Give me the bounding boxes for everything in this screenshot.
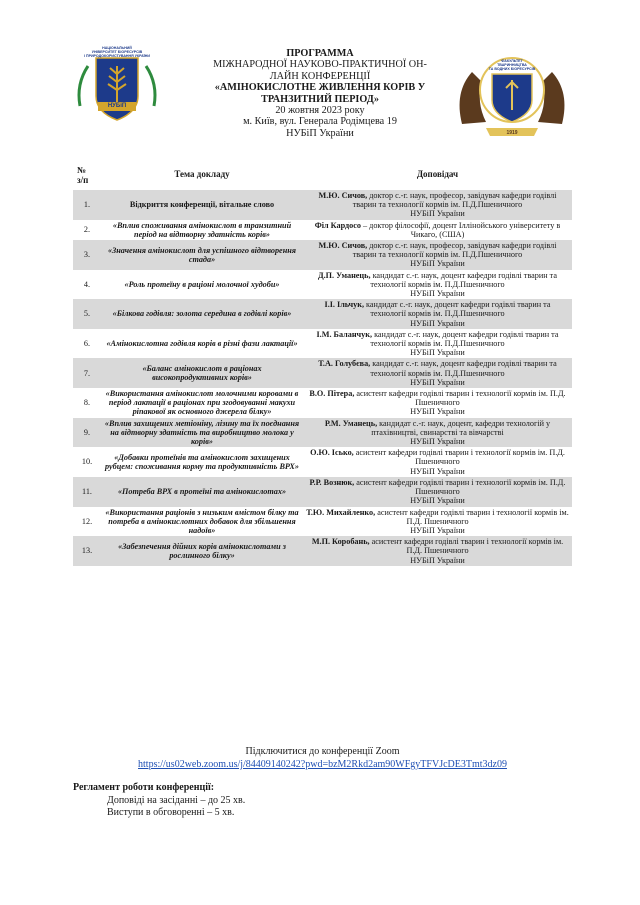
zoom-connect-text: Підключитися до конференції Zoom	[245, 746, 400, 757]
row-number: 6.	[83, 339, 91, 349]
speaker-name: М.Ю. Сичов,	[318, 191, 368, 200]
speaker-cell	[303, 507, 572, 537]
speaker-cell	[303, 447, 572, 477]
report-topic: «Забезпечення дійних корів амінокислотами з рослинного білку»	[101, 536, 303, 566]
speaker-organization: НУБіП України	[410, 348, 465, 358]
speaker-title: доктор с.-г. наук, професор, завідувач кафедри годівлі тварин та технології кормів ім. П.Д.Пшеничного	[352, 241, 557, 260]
table-row	[73, 418, 572, 448]
speaker-title: асистент кафедри годівлі тварин і технології кормів ім. П.Д. Пшеничного	[354, 389, 566, 408]
speaker-name: Р.Р. Вознюк,	[309, 477, 355, 487]
speaker-title: асистент кафедри годівлі тварин і технології кормів ім. П.Д. Пшеничного	[375, 507, 569, 526]
table-row	[73, 358, 572, 388]
speaker-name: Т.Ю. Михайленко,	[306, 507, 376, 517]
speaker-organization: НУБіП України	[410, 377, 465, 387]
speaker-name: Д.П. Уманець,	[317, 270, 371, 280]
conference-type-line2: ЛАЙН КОНФЕРЕНЦІЇ	[269, 70, 371, 82]
program-title: ПРОГРАММА	[286, 48, 354, 59]
speaker-organization: НУБіП України	[410, 407, 465, 417]
report-topic: «Білкова годівля: золота середина в годівлі корів»	[101, 299, 303, 329]
program-table-body	[73, 190, 572, 566]
row-number: 13.	[73, 536, 101, 566]
table-row	[73, 329, 572, 359]
report-topic: «Значення амінокислот для успішного відтворення стада»	[101, 240, 303, 270]
conference-date: 20 жовтня 2023 року	[275, 105, 365, 117]
speaker-title: кандидат с.-г. наук, доцент кафедри годівлі тварин та технології кормів ім. П.Д.Пшеничного	[370, 270, 557, 289]
row-number: 11.	[73, 477, 101, 507]
speaker-organization: НУБіП України	[410, 289, 465, 299]
report-topic: «Використання раціонів з низьким вмістом білку та потреба в амінокислотних добавок для збільшення надоїв»	[105, 507, 299, 535]
row-number: 8.	[83, 398, 91, 408]
program-header	[170, 48, 470, 139]
speaker-name: І.М. Баланчук,	[316, 329, 373, 339]
column-header-number	[73, 160, 101, 190]
table-row	[73, 536, 572, 566]
row-number: 10.	[81, 457, 93, 467]
speaker-title: кандидат с.-г. наук, доцент кафедри годівлі тварин та технології кормів ім. П.Д.Пшеничного	[370, 359, 557, 378]
column-header-number-line1: №	[77, 165, 87, 175]
row-number: 1.	[73, 190, 101, 220]
zoom-section	[73, 745, 572, 771]
report-topic: «Вплив споживання амінокислот в транзитний період на відтворну здатність корів»	[112, 220, 292, 239]
regulations-section	[73, 782, 245, 820]
report-topic: «Роль протеїну в раціоні молочної худоби»	[124, 279, 280, 289]
conference-theme-line1: «АМІНОКИСЛОТНЕ ЖИВЛЕННЯ КОРІВ У	[214, 82, 426, 94]
speaker-cell	[303, 220, 572, 240]
table-row	[73, 477, 572, 507]
nubip-logo-arc-text: НАЦІОНАЛЬНИЙ УНІВЕРСИТЕТ БІОРЕСУРСІВ І ПРИРОДОКОРИСТУВАННЯ УКРАЇНИ	[84, 46, 150, 58]
program-table	[73, 160, 572, 566]
speaker-organization: НУБіП України	[410, 209, 465, 219]
speaker-cell	[303, 190, 572, 220]
speaker-cell	[303, 536, 572, 566]
speaker-name: М.Ю. Сичов,	[318, 241, 368, 251]
faculty-logo-year: 1919	[506, 130, 518, 136]
speaker-cell	[303, 270, 572, 300]
table-row	[73, 447, 572, 477]
table-header-row	[73, 160, 572, 190]
row-number: 3.	[73, 240, 101, 270]
speaker-cell	[303, 388, 572, 418]
conference-organization: НУБіП України	[286, 127, 354, 139]
conference-address: м. Київ, вул. Генерала Родімцева 19	[243, 116, 397, 128]
speaker-title: асистент кафедри годівлі тварин і технології кормів ім. П.Д. Пшеничного	[354, 477, 566, 497]
nubip-logo	[72, 44, 162, 124]
speaker-name: Т.А. Голубєва,	[318, 359, 371, 369]
column-header-speaker: Доповідач	[416, 169, 459, 180]
regulations-item-reports: Доповіді на засіданні – до 25 хв.	[107, 794, 246, 806]
speaker-organization: НУБіП України	[410, 496, 465, 506]
nubip-logo-banner: НУБіП	[107, 103, 127, 109]
report-topic: «Вплив захищених метіоніну, лізину та їх поєднання на відтворну здатність та виробництво молока у корів»	[101, 418, 303, 448]
speaker-cell	[303, 477, 572, 507]
speaker-name: І.І. Ільчук,	[324, 300, 364, 310]
row-number: 9.	[73, 418, 101, 448]
speaker-organization: НУБіП України	[410, 318, 465, 328]
table-row	[73, 299, 572, 329]
row-number: 7.	[73, 358, 101, 388]
speaker-name: Р.М. Уманець,	[324, 418, 378, 428]
speaker-cell	[303, 358, 572, 388]
speaker-name: Філ Кардосо	[314, 220, 361, 230]
report-topic: «Потреба ВРХ в протеїні та амінокислотах»	[101, 477, 303, 507]
speaker-title: кандидат с.-г. наук, доцент кафедри годівлі тварин та технології кормів ім. П.Д.Пшеничного	[364, 300, 551, 319]
speaker-title: кандидат с.-г. наук, доцент кафедри годівлі тварин та технології кормів ім. П.Д.Пшеничного	[370, 329, 559, 349]
speaker-name: М.П. Коробань,	[311, 537, 370, 547]
column-header-topic: Тема докладу	[174, 169, 230, 180]
report-topic: «Добавки протеїнів та амінокислот захищених рубцем: споживання корму та продуктивність ВРХ»	[105, 452, 299, 472]
row-number: 5.	[73, 299, 101, 329]
regulations-title: Регламент роботи конференції:	[73, 782, 215, 793]
table-row	[73, 190, 572, 220]
report-topic: «Використання амінокислот молочними коровами в період лактації в раціонах при згодовуванні макухи ріпакової як основного джерела білку»	[105, 389, 299, 417]
table-row	[73, 220, 572, 240]
speaker-title: асистент кафедри годівлі тварин і технології кормів ім. П.Д. Пшеничного	[353, 448, 565, 467]
row-number: 4.	[83, 279, 91, 289]
speaker-cell	[303, 299, 572, 329]
speaker-title: – доктор філософії, доцент Іллінойського університету в Чикаго, (США)	[360, 220, 561, 239]
row-number: 2.	[83, 225, 91, 235]
speaker-cell	[303, 240, 572, 270]
conference-theme-line2: ТРАНЗИТНИЙ ПЕРІОД»	[261, 93, 379, 105]
table-row	[73, 388, 572, 418]
speaker-name: О.Ю. Ісько,	[310, 448, 354, 458]
speaker-title: кандидат с.-г. наук, доцент, кафедри технологій у птахівництві, свинарстві та вівчарстві	[371, 418, 551, 437]
faculty-logo-arc-text: ФАКУЛЬТЕТ ТВАРИННИЦТВА ТА ВОДНИХ БІОРЕСУРСІВ	[488, 59, 536, 71]
speaker-name: В.О. Пітера,	[309, 389, 355, 399]
zoom-link[interactable]: https://us02web.zoom.us/j/84409140242?pwd=bzM2Rkd2am90WFgyTFVJcDE3Tmt3dz09	[138, 759, 507, 770]
speaker-organization: НУБіП України	[410, 259, 465, 269]
faculty-logo	[452, 52, 572, 142]
report-topic: Відкриття конференції, вітальне слово	[101, 190, 303, 220]
conference-type-line1: МІЖНАРОДНОЇ НАУКОВО-ПРАКТИЧНОЇ ОН-	[213, 59, 427, 71]
column-header-number-line2: з/п	[77, 175, 89, 185]
speaker-organization: НУБіП України	[410, 437, 465, 447]
speaker-cell	[303, 329, 572, 359]
report-topic: «Баланс амінокислот в раціонах високопродуктивних корів»	[101, 358, 303, 388]
speaker-title: доктор с.-г. наук, професор, завідувач кафедри годівлі тварин та технології кормів ім. П.Д.Пшеничного	[352, 191, 557, 210]
speaker-organization: НУБіП України	[410, 466, 465, 476]
speaker-organization: НУБіП України	[410, 555, 465, 565]
row-number: 12.	[81, 516, 93, 526]
table-row	[73, 270, 572, 300]
table-row	[73, 507, 572, 537]
regulations-item-discussion: Виступи в обговоренні – 5 хв.	[107, 807, 235, 818]
report-topic: «Амінокислотна годівля корів в різні фази лактації»	[106, 339, 298, 349]
speaker-title: асистент кафедри годівлі тварин і технології кормів ім. П.Д. Пшеничного	[369, 537, 564, 556]
table-row	[73, 240, 572, 270]
speaker-organization: НУБіП України	[410, 525, 465, 535]
speaker-cell	[303, 418, 572, 448]
